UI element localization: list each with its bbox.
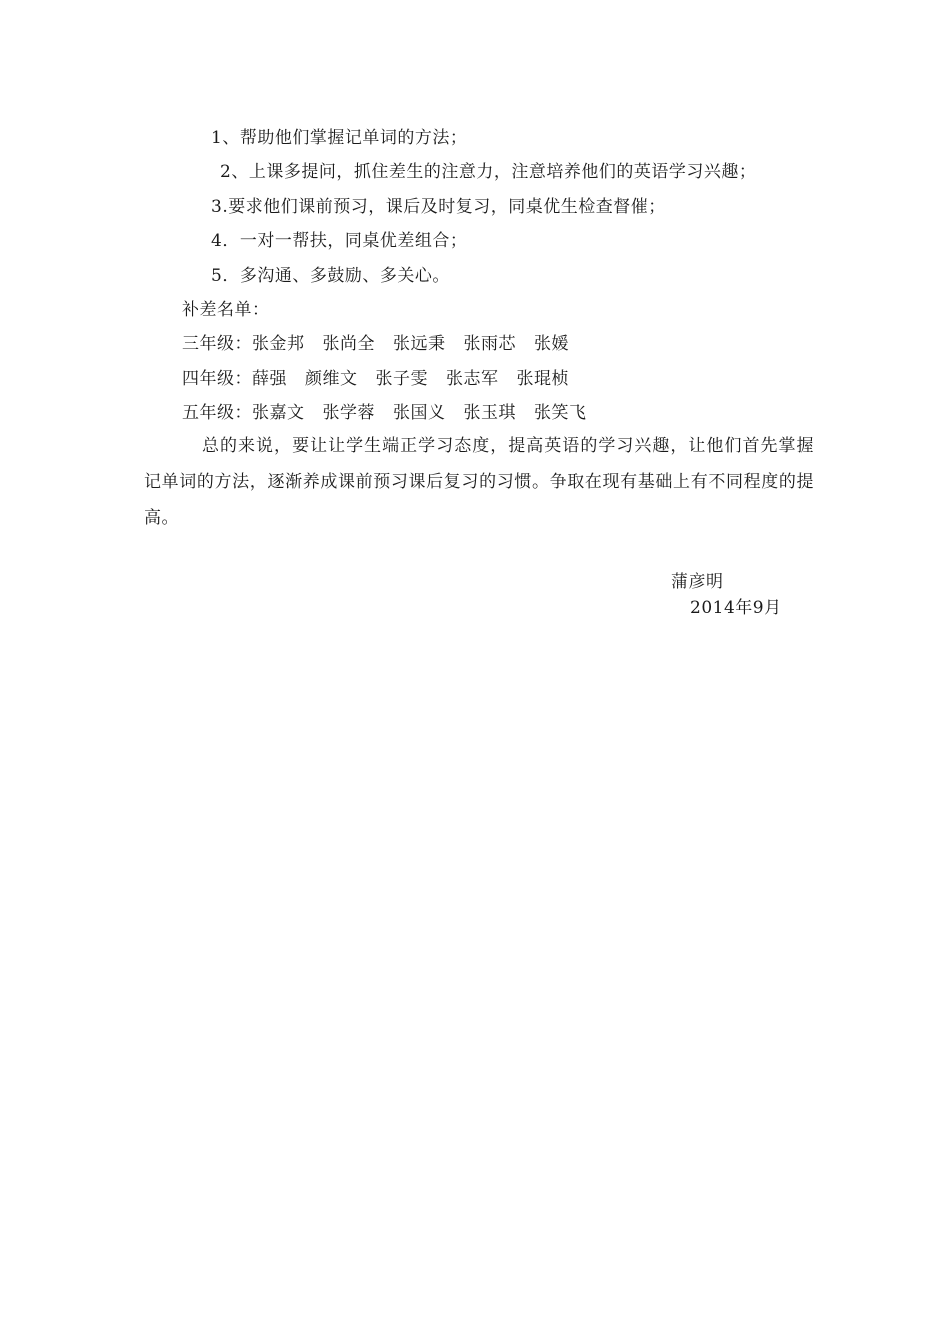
student-name: 颜维文 — [305, 369, 358, 389]
student-name: 张雨芯 — [463, 334, 516, 354]
grade-label: 五年级： — [182, 403, 252, 423]
student-name: 张琨桢 — [516, 369, 569, 389]
student-name: 张远秉 — [393, 334, 446, 354]
grade-row-5 — [182, 401, 587, 425]
student-name: 张笑飞 — [534, 403, 587, 423]
measure-item-1: 1、帮助他们掌握记单词的方法； — [211, 128, 468, 148]
measure-item-2: 2、上课多提问，抓住差生的注意力，注意培养他们的英语学习兴趣； — [220, 162, 757, 182]
measure-item-4: 4．一对一帮扶，同桌优差组合； — [211, 231, 468, 251]
grade-row-3 — [182, 332, 569, 356]
student-name: 张学蓉 — [322, 403, 375, 423]
grade-label: 三年级： — [182, 334, 252, 354]
student-name: 张玉琪 — [463, 403, 516, 423]
measure-item-5: 5．多沟通、多鼓励、多关心。 — [211, 266, 450, 286]
list-heading: 补差名单： — [182, 300, 270, 320]
signature-date: 2014年9月 — [690, 598, 782, 618]
student-name: 薛强 — [252, 369, 287, 389]
signature-name: 蒲彦明 — [671, 572, 724, 592]
grade-row-4 — [182, 367, 569, 391]
student-name: 张嘉文 — [252, 403, 305, 423]
summary-paragraph: 总的来说，要让让学生端正学习态度，提高英语的学习兴趣，让他们首先掌握记单词的方法，逐渐养成课前预习课后复习的习惯。争取在现有基础上有不同程度的提高。 — [144, 436, 814, 528]
student-name: 张志军 — [446, 369, 499, 389]
student-name: 张子雯 — [375, 369, 428, 389]
student-name: 张金邦 — [252, 334, 305, 354]
grade-label: 四年级： — [182, 369, 252, 389]
student-name: 张尚全 — [322, 334, 375, 354]
measure-item-3: 3.要求他们课前预习，课后及时复习，同桌优生检查督催； — [211, 197, 666, 217]
student-name: 张国义 — [393, 403, 446, 423]
student-name: 张媛 — [534, 334, 569, 354]
